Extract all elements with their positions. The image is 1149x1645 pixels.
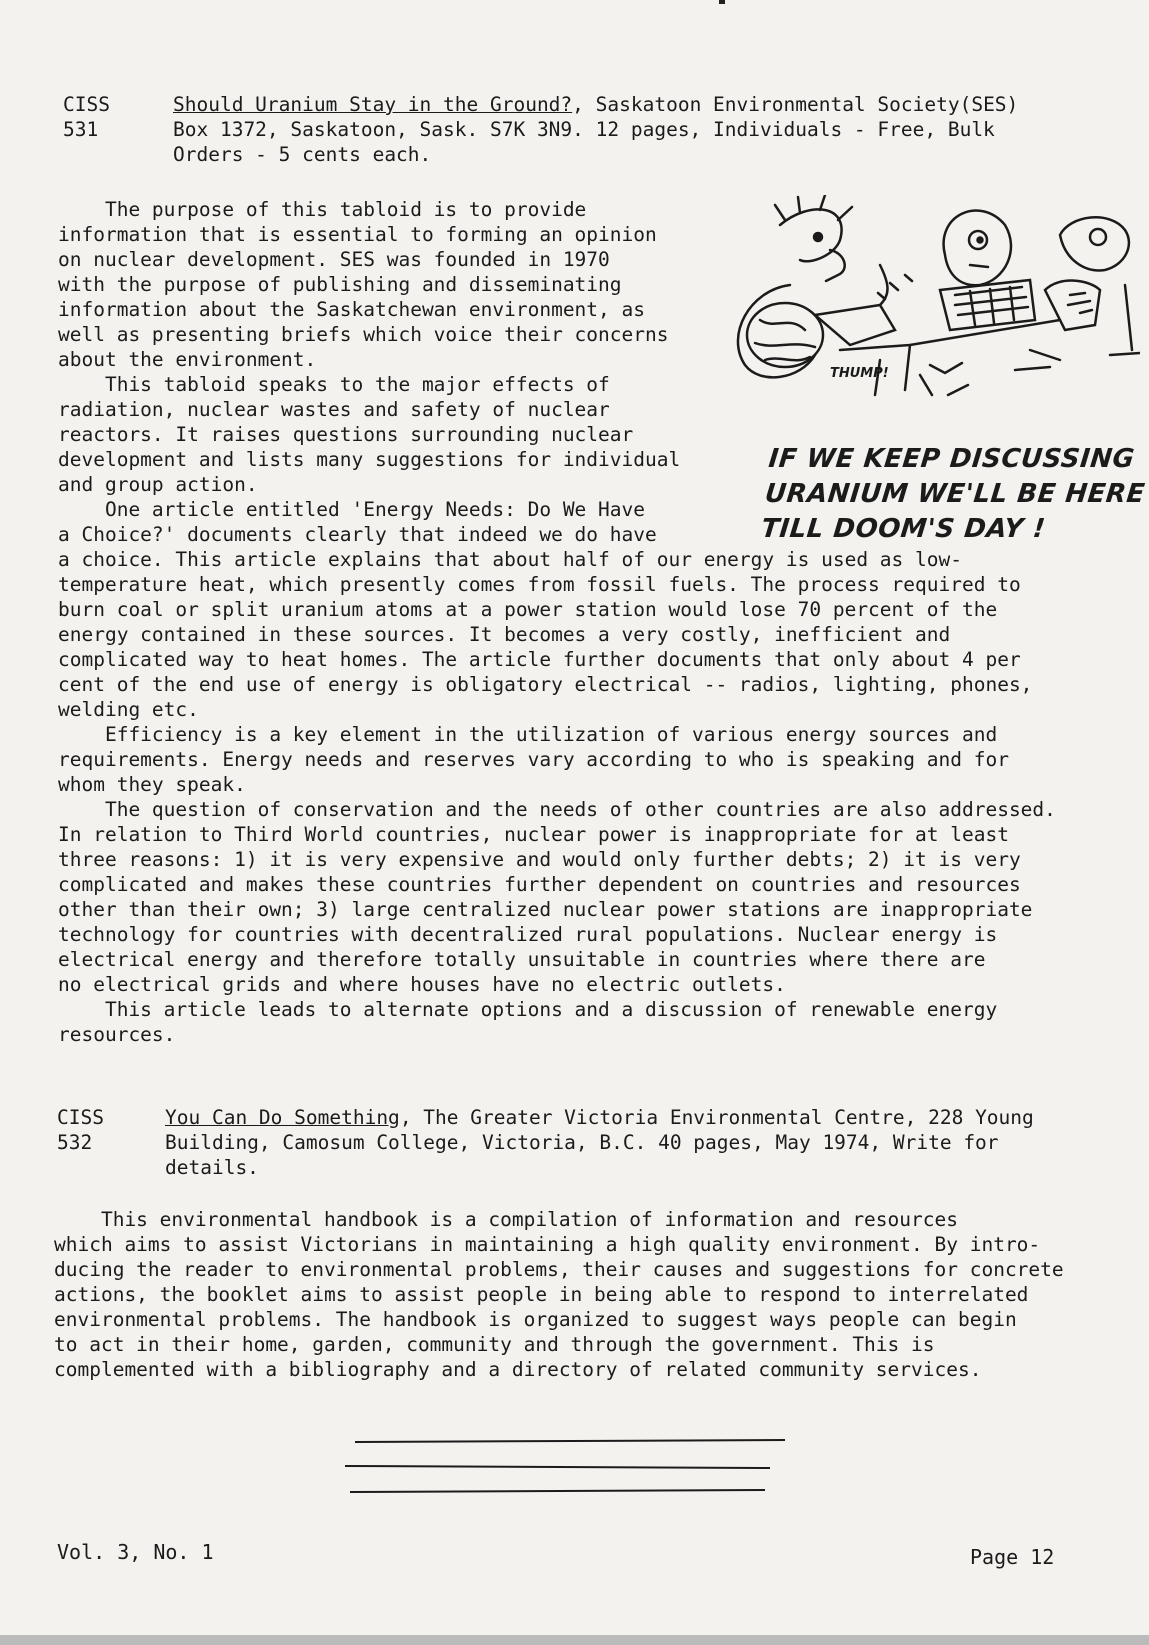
text-line: This tabloid speaks to the major effects of xyxy=(58,373,610,396)
text-line: energy contained in these sources. It becomes a very costly, inefficient and xyxy=(58,623,951,646)
text-line: information that is essential to forming an opinion xyxy=(58,223,657,246)
text-line: technology for countries with decentralized rural populations. Nuclear energy is xyxy=(58,923,998,946)
text-line: a choice. This article explains that about half of our energy is used as low- xyxy=(58,548,962,571)
entry-531-citation: Should Uranium Stay in the Ground?, Saskatoon Environmental Society(SES) Box 1372, Saskatoon, Sask. S7K 3N9. 12 pages, Individuals - Free, Bulk Orders - 5 cents each. xyxy=(173,93,1019,166)
text-line: This environmental handbook is a compilation of information and resources xyxy=(54,1208,958,1231)
scan-mark xyxy=(719,0,725,4)
text-line: whom they speak. xyxy=(58,773,246,796)
volume-label: Vol. 3, No. 1 xyxy=(57,1540,214,1564)
page-number: Page 12 xyxy=(970,1545,1055,1569)
text-line: three reasons: 1) it is very expensive and would only further debts; 2) it is very xyxy=(58,848,1021,871)
entry-532-title: You Can Do Something xyxy=(165,1106,400,1129)
text-line: burn coal or split uranium atoms at a power station would lose 70 percent of the xyxy=(58,598,998,621)
text-line: Efficiency is a key element in the utilization of various energy sources and xyxy=(58,723,998,746)
text-line: The question of conservation and the needs of other countries are also addressed. xyxy=(58,798,1056,821)
entry-532-header xyxy=(57,1105,1127,1185)
entry-531-header xyxy=(63,92,1123,172)
text-line: no electrical grids and where houses have no electric outlets. xyxy=(58,973,786,996)
text-line: cent of the end use of energy is obligatory electrical -- radios, lighting, phones, xyxy=(58,673,1033,696)
text-line: temperature heat, which presently comes from fossil fuels. The process required to xyxy=(58,573,1021,596)
scan-edge xyxy=(0,1635,1149,1645)
cartoon-illustration xyxy=(730,195,1140,445)
text-line: complicated and makes these countries further dependent on countries and resources xyxy=(58,873,1021,896)
text-line: actions, the booklet aims to assist people in being able to respond to interrelated xyxy=(54,1283,1029,1306)
text-line: environmental problems. The handbook is organized to suggest ways people can begin xyxy=(54,1308,1017,1331)
sound-effect-text: THUMP! xyxy=(830,366,889,381)
text-line: information about the Saskatchewan environment, as xyxy=(58,298,645,321)
text-line: requirements. Energy needs and reserves vary according to who is speaking and for xyxy=(58,748,1009,771)
entry-531-code: CISS 531 xyxy=(63,93,110,141)
text-line: complicated way to heat homes. The article further documents that only about 4 per xyxy=(58,648,1021,671)
text-line: on nuclear development. SES was founded in 1970 xyxy=(58,248,610,271)
text-line: to act in their home, garden, community and through the government. This is xyxy=(54,1333,935,1356)
text-line: other than their own; 3) large centralized nuclear power stations are inappropriate xyxy=(58,898,1033,921)
text-line: which aims to assist Victorians in maintaining a high quality environment. By intro- xyxy=(54,1233,1041,1256)
text-line: resources. xyxy=(58,1023,176,1046)
cartoon-caption: IF WE KEEP DISCUSSING URANIUM WE'LL BE HERE TILL DOOM'S DAY ! xyxy=(759,444,1147,544)
section-divider xyxy=(345,1430,795,1500)
entry-532-body xyxy=(54,1207,1124,1382)
text-line: This article leads to alternate options and a discussion of renewable energy xyxy=(58,998,998,1021)
text-line: The purpose of this tabloid is to provide xyxy=(58,198,587,221)
text-line: ducing the reader to environmental problems, their causes and suggestions for concrete xyxy=(54,1258,1064,1281)
text-line: about the environment. xyxy=(58,348,317,371)
text-line: One article entitled 'Energy Needs: Do We Have xyxy=(58,498,645,521)
text-line: complemented with a bibliography and a directory of related community services. xyxy=(54,1358,982,1381)
text-line: welding etc. xyxy=(58,698,199,721)
entry-532-code: CISS 532 xyxy=(57,1106,104,1154)
text-line: and group action. xyxy=(58,473,258,496)
text-line: development and lists many suggestions for individual xyxy=(58,448,681,471)
entry-531-title: Should Uranium Stay in the Ground? xyxy=(173,93,573,116)
text-line: reactors. It raises questions surrounding nuclear xyxy=(58,423,634,446)
text-line: with the purpose of publishing and disseminating xyxy=(58,273,622,296)
text-line: electrical energy and therefore totally unsuitable in countries where there are xyxy=(58,948,986,971)
text-line: In relation to Third World countries, nuclear power is inappropriate for at least xyxy=(58,823,1009,846)
text-line: radiation, nuclear wastes and safety of nuclear xyxy=(58,398,610,421)
text-line: a Choice?' documents clearly that indeed we do have xyxy=(58,523,657,546)
text-line: well as presenting briefs which voice their concerns xyxy=(58,323,669,346)
entry-532-citation: You Can Do Something, The Greater Victoria Environmental Centre, 228 Young Building, Camosum College, Victoria, B.C. 40 pages, May 1974, Write for details. xyxy=(165,1106,1034,1179)
